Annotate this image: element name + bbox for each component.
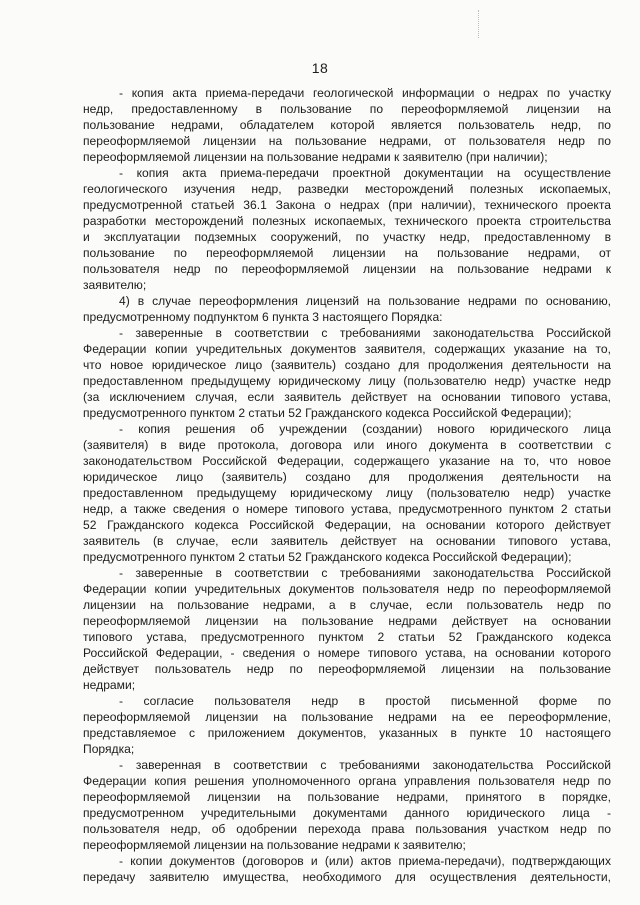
- text-line: предоставленном предыдущему юридическому лицу (пользователю недр) участке: [83, 486, 611, 500]
- text-line: - копия решения об учреждении (создании) нового юридического лица: [119, 422, 611, 436]
- text-line: пользование недрами, обладателем которой является пользователь недр, по: [83, 118, 611, 132]
- text-line: предусмотренного пунктом 2 статьи 52 Гражданского кодекса Российской Федерации);: [83, 550, 572, 564]
- text-line: типового устава, предусмотренного пунктом 2 статьи 52 Гражданского кодекса: [83, 630, 611, 644]
- paragraph: [83, 421, 611, 565]
- text-line: законодательством Российской Федерации, содержащего указание на то, что новое: [83, 454, 611, 468]
- paragraph: [83, 853, 611, 885]
- text-line: лицензии на пользование недрами, а в случае, если пользователь недр по: [83, 598, 611, 612]
- text-line: Федерации копия решения уполномоченного органа управления пользователя недр по: [83, 774, 611, 788]
- text-line: геологического изучения недр, разведки месторождений полезных ископаемых,: [83, 182, 611, 196]
- text-line: переоформляемой лицензии на пользование недрами, от пользователя недр по: [83, 134, 611, 148]
- text-line: Порядка;: [83, 742, 135, 756]
- text-line: предусмотренном учредительными документами данного юридического лица -: [83, 806, 611, 820]
- text-line: что новое юридическое лицо (заявитель) создано для продолжения деятельности на: [83, 358, 611, 372]
- paragraph: [83, 693, 611, 757]
- paragraph: [83, 565, 611, 693]
- text-line: - заверенные в соответствии с требованиями законодательства Российской: [119, 566, 611, 580]
- text-line: переоформляемой лицензии на пользование недрами на ее переоформление,: [83, 710, 611, 724]
- text-line: недр, а также сведения о номере типового устава, предусмотренного пунктом 2 статьи: [83, 502, 611, 516]
- text-line: - заверенная в соответствии с требованиями законодательства Российской: [119, 758, 611, 772]
- text-line: недр, предоставленному в пользование по переоформляемой лицензии на: [83, 102, 611, 116]
- text-line: Федерации копии учредительных документов пользователя недр по переоформляемой: [83, 582, 611, 596]
- text-line: предусмотренной статьей 36.1 Закона о недрах (при наличии), технического проекта: [83, 198, 611, 212]
- text-line: представляемое с приложением документов, указанных в пункте 10 настоящего: [83, 726, 611, 740]
- text-line: пользователя недр, об одобрении перехода права пользования участком недр по: [83, 822, 611, 836]
- text-line: предусмотренному подпунктом 6 пункта 3 настоящего Порядка:: [83, 310, 443, 324]
- text-line: Российской Федерации, - сведения о номере типового устава, на основании которого: [83, 646, 611, 660]
- paragraph: [83, 85, 611, 165]
- text-line: Федерации копии учредительных документов заявителя, содержащих указание на то,: [83, 342, 611, 356]
- text-line: недрами;: [83, 678, 136, 692]
- text-line: - согласие пользователя недр в простой письменной форме по: [119, 694, 611, 708]
- text-line: пользование по переоформляемой лицензии на пользование недрами, от: [83, 246, 611, 260]
- text-line: действует пользователь недр по переоформляемой лицензии на пользование: [83, 662, 611, 676]
- scan-artifact: [478, 10, 497, 38]
- text-line: переоформляемой лицензии на пользование недрами к заявителю (при наличии);: [83, 150, 548, 164]
- text-line: разработки месторождений полезных ископаемых, технического проекта строительства: [83, 214, 611, 228]
- text-line: переоформляемой лицензии на пользование недрами к заявителю;: [83, 838, 466, 852]
- paragraph: [83, 165, 611, 293]
- text-line: и эксплуатации подземных сооружений, по участку недр, предоставленному в: [83, 230, 611, 244]
- text-line: (заявителя) в виде протокола, договора или иного документа в соответствии с: [83, 438, 611, 452]
- paragraph: [83, 325, 611, 421]
- paragraph: [83, 293, 611, 325]
- text-line: заявитель (в случае, если заявитель действует на основании типового устава,: [83, 534, 611, 548]
- document-body: [83, 85, 611, 885]
- text-line: - копия акта приема-передачи геологической информации о недрах по участку: [119, 86, 611, 100]
- text-line: - заверенные в соответствии с требованиями законодательства Российской: [119, 326, 611, 340]
- text-line: переоформляемой лицензии на пользование недрами, принятого в порядке,: [83, 790, 611, 804]
- text-line: пользователя недр по переоформляемой лицензии на пользование недрами к: [83, 262, 611, 276]
- text-line: предоставленном предыдущему юридическому лицу (пользователю недр) участке недр: [83, 374, 611, 388]
- text-line: передачу заявителю имущества, необходимого для осуществления деятельности,: [83, 870, 611, 884]
- paragraph: [83, 757, 611, 853]
- text-line: - копии документов (договоров и (или) актов приема-передачи), подтверждающих: [119, 854, 611, 868]
- text-line: заявителю;: [83, 278, 147, 292]
- text-line: 52 Гражданского кодекса Российской Федерации, на основании которого действует: [83, 518, 611, 532]
- page-number: 18: [311, 60, 329, 76]
- text-line: предусмотренного пунктом 2 статьи 52 Гражданского кодекса Российской Федерации);: [83, 406, 572, 420]
- text-line: (за исключением случая, если заявитель действует на основании типового устава,: [83, 390, 611, 404]
- text-line: 4) в случае переоформления лицензий на пользование недрами по основанию,: [119, 294, 611, 308]
- text-line: юридическое лицо (заявитель) создано для продолжения деятельности на: [83, 470, 611, 484]
- text-line: - копия акта приема-передачи проектной документации на осуществление: [119, 166, 611, 180]
- text-line: переоформляемой лицензии на пользование недрами действует на основании: [83, 614, 611, 628]
